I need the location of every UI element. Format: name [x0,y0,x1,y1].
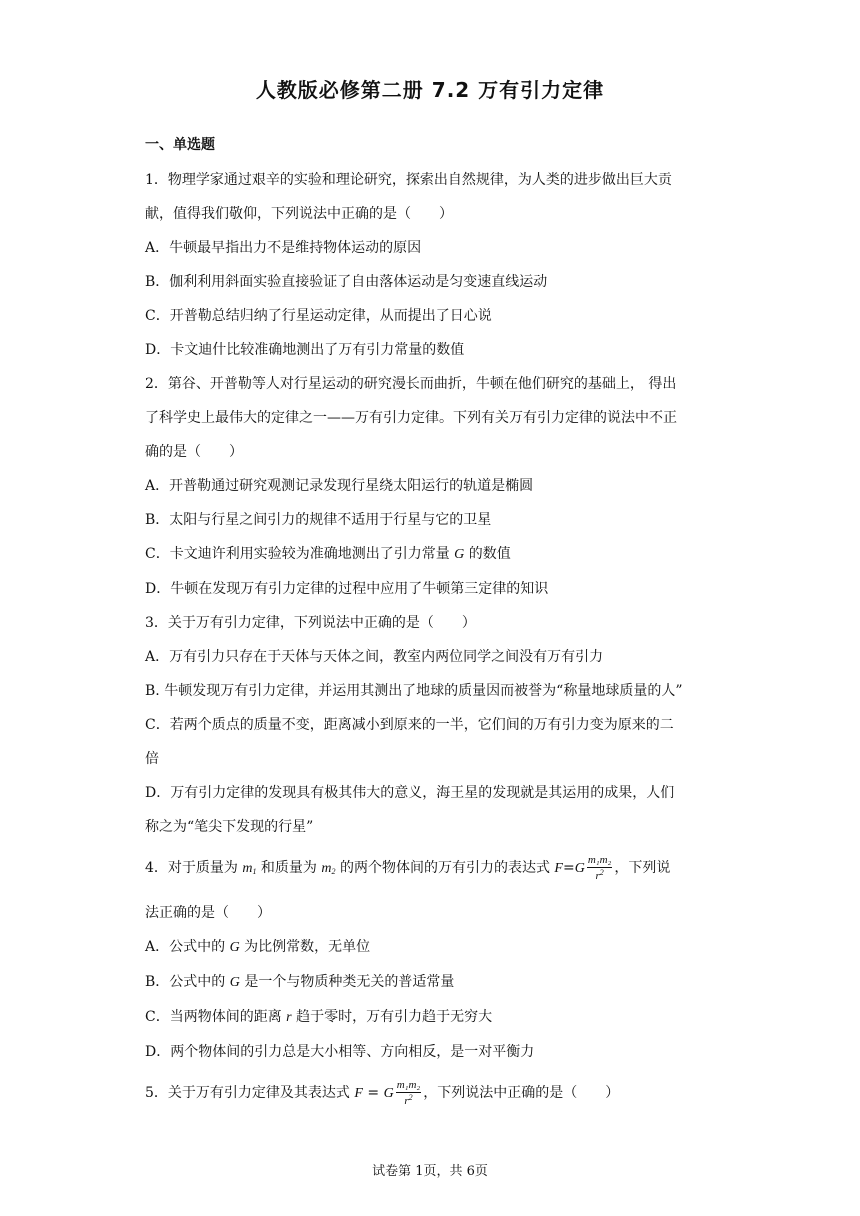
q5-formula-g: G [383,1086,394,1101]
q3-option-d-line-2: 称之为“笔尖下发现的行星” [145,819,314,835]
q1-stem-line-2: 献，值得我们敬仰，下列说法中正确的是（ ） [145,206,453,222]
q4-fraction-numerator: m₁m₂ [587,853,612,866]
q5-text: ，下列说法中正确的是（ ） [423,1085,620,1101]
q2-stem-line-1: 2．第谷、开普勒等人对行星运动的研究漫长而曲折，牛顿在他们研究的基础上， 得出 [145,376,677,392]
q2-option-c-var: G [454,547,465,562]
q4-option-c-pre: C．当两物体间的距离 [145,1009,287,1025]
q2-option-b: B．太阳与行星之间引力的规律不适用于行星与它的卫星 [145,512,492,528]
q4-m1-sub: 1 [252,867,257,876]
q4-den-pow: 2 [599,867,604,877]
q4-option-c-var: r [286,1010,292,1025]
q4-formula-g: G [574,861,585,876]
q4-text: 和质量为 [256,860,322,876]
q2-option-c-post: 的数值 [464,546,511,562]
q4-stem-line-1 [145,844,715,896]
q4-formula-eq: = [562,860,575,876]
q5-den-r: r [404,1094,409,1107]
q4-option-a-var: G [229,940,240,955]
q2-option-a: A．开普勒通过研究观测记录发现行星绕太阳运行的轨道是椭圆 [145,478,534,494]
q1-option-c: C．开普勒总结归纳了行星运动定律，从而提出了日心说 [145,308,492,324]
q5-den-pow: 2 [408,1092,413,1102]
q4-formula-f: F [554,861,563,876]
q4-option-b-post: 是一个与物质种类无关的普适常量 [239,974,455,990]
page-footer: 试卷第 1页，共 6页 [372,1164,488,1179]
q1-option-a: A．牛顿最早指出力不是维持物体运动的原因 [145,240,422,256]
q2-stem-line-3: 确的是（ ） [145,444,243,460]
q3-option-c-line-2: 倍 [145,751,159,767]
q4-formula-fraction [587,855,613,882]
q4-option-d: D．两个物体间的引力总是大小相等、方向相反，是一对平衡力 [145,1044,535,1060]
q1-option-d: D．卡文迪什比较准确地测出了万有引力常量的数值 [145,342,465,358]
q4-den-r: r [595,869,600,882]
q4-option-a-pre: A．公式中的 [145,939,230,955]
q5-formula-f: F [354,1086,363,1101]
q2-option-c [145,537,715,572]
q4-option-b-var: G [229,975,240,990]
q3-option-d-line-1: D．万有引力定律的发现具有极其伟大的意义，海王星的发现就是其运用的成果，人们 [145,785,675,801]
q3-option-b: B. 牛顿发现万有引力定律，并运用其测出了地球的质量因而被誉为“称量地球质量的人” [145,683,683,699]
q5-text: 5．关于万有引力定律及其表达式 [145,1085,355,1101]
q4-text: 的两个物体间的万有引力的表达式 [335,860,555,876]
q4-stem-line-2: 法正确的是（ ） [145,905,271,921]
q1-option-b: B．伽利利用斜面实验直接验证了自由落体运动是匀变速直线运动 [145,274,548,290]
q4-option-a [145,930,715,965]
q4-fraction-denominator [587,868,613,882]
q4-text: 4．对于质量为 [145,860,243,876]
page-title: 人教版必修第二册 7.2 万有引力定律 [255,78,605,102]
q5-formula-fraction [396,1080,422,1107]
question-list [145,163,715,1118]
q1-stem-line-1: 1．物理学家通过艰辛的实验和理论研究，探索出自然规律，为人类的进步做出巨大贡 [145,172,672,188]
q3-option-c-line-1: C．若两个质点的质量不变，距离减小到原来的一半，它们间的万有引力变为原来的二 [145,717,674,733]
q3-stem: 3．关于万有引力定律，下列说法中正确的是（ ） [145,615,476,631]
section-heading: 一、单选题 [145,137,215,153]
q3-option-a: A．万有引力只存在于天体与天体之间，教室内两位同学之间没有万有引力 [145,649,604,665]
q4-m2: m [321,861,332,876]
q5-fraction-denominator [396,1093,422,1107]
q4-text: ，下列说 [614,860,671,876]
q4-m1: m [242,861,253,876]
q4-option-c [145,1000,715,1035]
q4-m2-sub: 2 [331,867,336,876]
q2-stem-line-2: 了科学史上最伟大的定律之一——万有引力定律。下列有关万有引力定律的说法中不正 [145,410,677,426]
q5-fraction-numerator: m₁m₂ [396,1078,421,1091]
q4-option-b-pre: B．公式中的 [145,974,230,990]
q2-option-c-pre: C．卡文迪许利用实验较为准确地测出了引力常量 [145,546,455,562]
q2-option-d: D．牛顿在发现万有引力定律的过程中应用了牛顿第三定律的知识 [145,581,549,597]
q4-option-b [145,965,715,1000]
q4-option-c-post: 趋于零时，万有引力趋于无穷大 [291,1009,493,1025]
q5-formula-eq: = [362,1085,384,1101]
q4-option-a-post: 为比例常数，无单位 [239,939,371,955]
q5-stem [145,1069,715,1118]
